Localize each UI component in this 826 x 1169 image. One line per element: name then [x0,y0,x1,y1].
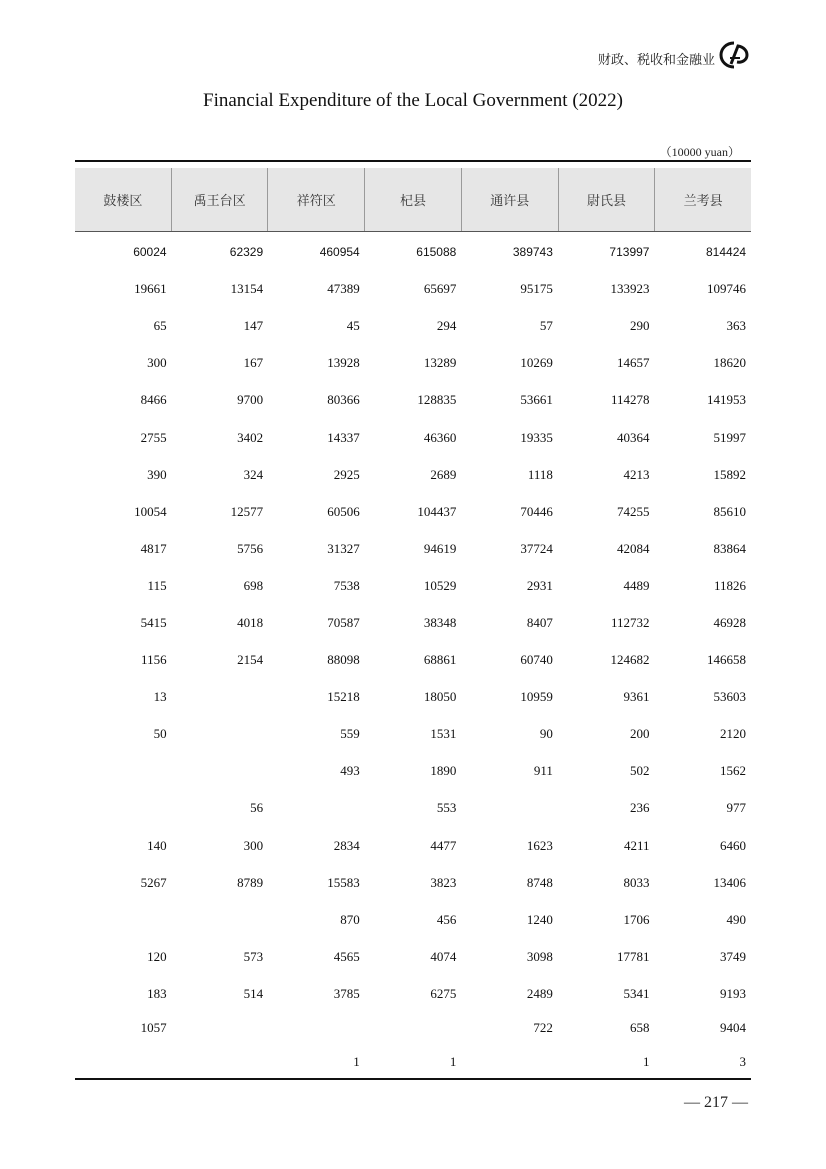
table-cell: 47389 [327,281,360,296]
table-cell: 51997 [713,430,747,445]
publication-logo-icon [718,40,750,70]
table-cell: 38348 [423,615,457,630]
table-cell: 15218 [327,689,360,704]
table-cell: 290 [629,318,650,333]
table-cell: 456 [436,912,457,927]
table-cell: 9700 [237,392,264,407]
table-cell: 6275 [430,986,457,1001]
table-cell: 870 [340,912,360,927]
table-cell: 559 [340,726,360,741]
table-cell: 10054 [134,504,167,519]
table-cell: 1057 [140,1020,167,1035]
table-cell: 8466 [140,392,167,407]
table-cell: 4018 [237,615,264,630]
table-cell: 46928 [713,615,747,630]
table-cell: 490 [726,912,747,927]
table-cell: 3823 [430,875,457,890]
table-cell: 14657 [616,355,650,370]
table-cell: 31327 [327,541,360,556]
column-header-lankao: 兰考县 [683,194,723,209]
table-row [75,761,751,781]
table-cell: 2931 [526,578,553,593]
table-cell: 1890 [430,763,457,778]
table-cell: 115 [147,578,167,593]
table-cell: 10269 [520,355,553,370]
column-header-qixian: 杞县 [365,168,462,231]
table-cell [172,1052,269,1072]
table-cell: 17781 [616,949,650,964]
table-cell: 19661 [134,281,167,296]
table-cell: 4489 [623,578,650,593]
table-cell: 12577 [230,504,264,519]
table-cell: 167 [243,355,264,370]
column-header-weishi: 尉氏县 [559,168,656,231]
table-cell: 94619 [423,541,457,556]
table-cell: 300 [147,355,167,370]
table-cell: 46360 [423,430,457,445]
table-cell: 2834 [333,838,360,853]
table-cell: 65697 [423,281,457,296]
table-cell: 3402 [237,430,264,445]
table-cell [365,1018,462,1038]
table-cell: 14337 [327,430,360,445]
table-cell: 1562 [720,763,747,778]
table-cell: 8407 [526,615,553,630]
table-cell: 109746 [707,281,747,296]
table-cell: 53603 [713,689,747,704]
table-cell: 37724 [520,541,553,556]
table-cell: 502 [629,763,650,778]
table-cell: 2489 [526,986,553,1001]
table-cell [172,1018,269,1038]
table-cell: 4074 [430,949,457,964]
table-cell: 236 [629,800,650,815]
table-cell: 1 [642,1054,650,1069]
table-cell: 698 [243,578,264,593]
table-cell [75,798,172,818]
table-cell [75,761,172,781]
table-cell: 104437 [417,504,457,519]
table-cell: 2689 [430,467,457,482]
table-row [75,465,751,485]
table-row [75,1052,751,1072]
table-cell: 200 [629,726,650,741]
table-cell: 10529 [423,578,457,593]
table-row [75,428,751,448]
table-cell: 141953 [707,392,747,407]
table-cell: 13289 [423,355,457,370]
table-cell: 60024 [133,245,167,259]
table-cell: 553 [436,800,457,815]
section-header: 财政、税收和金融业 [598,53,716,68]
table-cell: 13 [153,689,167,704]
table-cell: 60506 [327,504,360,519]
table-cell: 6460 [720,838,747,853]
table-cell: 56 [250,800,264,815]
table-cell: 11826 [714,578,747,593]
table-cell: 74255 [616,504,650,519]
table-cell [172,724,269,744]
table-cell: 658 [629,1020,650,1035]
column-header-gulou: 鼓楼区 [75,168,172,231]
table-cell: 977 [726,800,747,815]
table-cell: 13154 [230,281,264,296]
column-header-yuwangtai: 禹王台区 [172,168,269,231]
table-cell: 615088 [416,245,457,259]
table-cell: 300 [243,838,264,853]
table-cell: 18620 [713,355,747,370]
table-top-rule [75,160,751,162]
table-cell: 3785 [333,986,360,1001]
table-cell [268,798,365,818]
table-cell: 18050 [423,689,457,704]
table-cell [461,798,558,818]
table-cell: 10959 [520,689,553,704]
table-cell: 83864 [713,541,747,556]
table-cell: 5267 [140,875,167,890]
table-row [75,1018,751,1038]
page-title: Financial Expenditure of the Local Government (2022) [203,90,623,111]
table-cell: 514 [243,986,264,1001]
table-cell: 65 [153,318,167,333]
table-cell: 147 [243,318,264,333]
table-cell: 2120 [720,726,747,741]
table-cell: 713997 [609,245,650,259]
table-row [75,724,751,744]
page-number: — 217 — [684,1094,748,1111]
table-cell: 814424 [706,245,747,259]
table-cell: 53661 [520,392,553,407]
table-cell: 8789 [237,875,264,890]
table-cell [461,1052,558,1072]
table-row [75,279,751,299]
table-row [75,836,751,856]
table-cell: 4211 [623,838,650,853]
table-cell: 324 [243,467,264,482]
table-cell: 1118 [527,467,553,482]
table-cell: 133923 [610,281,650,296]
table-cell: 62329 [229,245,264,259]
table-cell: 19335 [520,430,553,445]
column-header-tongxu: 通许县 [462,168,559,231]
table-cell: 15892 [713,467,747,482]
table-cell: 5341 [623,986,650,1001]
table-cell: 722 [533,1020,553,1035]
table-cell: 60740 [520,652,553,667]
table-cell: 7538 [333,578,360,593]
table-row [75,576,751,596]
table-cell: 4477 [430,838,457,853]
table-cell: 112732 [610,615,650,630]
table-cell: 120 [147,949,167,964]
table-cell: 140 [147,838,167,853]
table-cell [75,910,172,930]
table-cell: 1623 [526,838,553,853]
table-cell: 42084 [616,541,650,556]
table-cell: 1240 [526,912,553,927]
table-cell: 2755 [140,430,167,445]
table-cell: 68861 [423,652,457,667]
table-cell [172,687,269,707]
table-row [75,687,751,707]
table-cell: 5756 [237,541,264,556]
table-cell: 390 [147,467,167,482]
table-cell: 114278 [610,392,650,407]
table-cell: 70587 [327,615,360,630]
table-row [75,390,751,410]
table-cell: 4817 [140,541,167,556]
table-cell [75,1052,172,1072]
table-row [75,798,751,818]
table-row [75,947,751,967]
table-column-header [75,168,751,232]
table-cell: 3098 [526,949,553,964]
unit-label: （10000 yuan） [659,145,740,159]
table-cell: 80366 [327,392,360,407]
table-cell: 3749 [720,949,747,964]
table-cell: 389743 [512,245,553,259]
table-cell: 128835 [417,392,457,407]
table-cell: 2154 [237,652,264,667]
table-cell: 1156 [141,652,167,667]
table-cell: 13928 [327,355,360,370]
table-cell: 88098 [327,652,360,667]
table-row [75,910,751,930]
table-cell: 57 [539,318,553,333]
table-cell: 460954 [319,245,360,259]
table-cell: 40364 [616,430,650,445]
table-row [75,984,751,1004]
table-cell: 95175 [520,281,553,296]
table-cell: 9361 [623,689,650,704]
table-cell: 2925 [333,467,360,482]
table-cell: 8748 [526,875,553,890]
table-row [75,502,751,522]
table-cell: 9404 [720,1020,747,1035]
table-cell [268,1018,365,1038]
table-cell: 124682 [610,652,650,667]
table-bottom-rule [75,1078,751,1080]
table-cell: 45 [346,318,360,333]
table-cell: 573 [243,949,264,964]
table-cell: 1 [449,1054,457,1069]
table-row [75,650,751,670]
table-cell [172,910,269,930]
table-row [75,613,751,633]
table-cell: 146658 [707,652,747,667]
table-cell: 8033 [623,875,650,890]
table-cell: 183 [147,986,167,1001]
column-header-xiangfu: 祥符区 [268,168,365,231]
table-cell: 50 [153,726,167,741]
table-row [75,539,751,559]
table-cell: 1706 [623,912,650,927]
table-cell: 1 [353,1054,360,1069]
table-row [75,242,751,262]
table-cell: 90 [539,726,553,741]
table-cell: 9193 [720,986,747,1001]
table-cell [172,761,269,781]
table-cell: 85610 [713,504,747,519]
table-cell: 5415 [140,615,167,630]
table-row [75,316,751,336]
table-cell: 363 [726,318,747,333]
table-cell: 1531 [430,726,457,741]
table-cell: 4565 [333,949,360,964]
table-cell: 13406 [713,875,747,890]
table-cell: 3 [739,1054,747,1069]
table-cell: 911 [533,763,553,778]
table-row [75,873,751,893]
table-cell: 4213 [623,467,650,482]
table-row [75,353,751,373]
table-cell: 70446 [520,504,553,519]
table-cell: 294 [436,318,457,333]
table-cell: 493 [340,763,360,778]
table-cell: 15583 [327,875,360,890]
